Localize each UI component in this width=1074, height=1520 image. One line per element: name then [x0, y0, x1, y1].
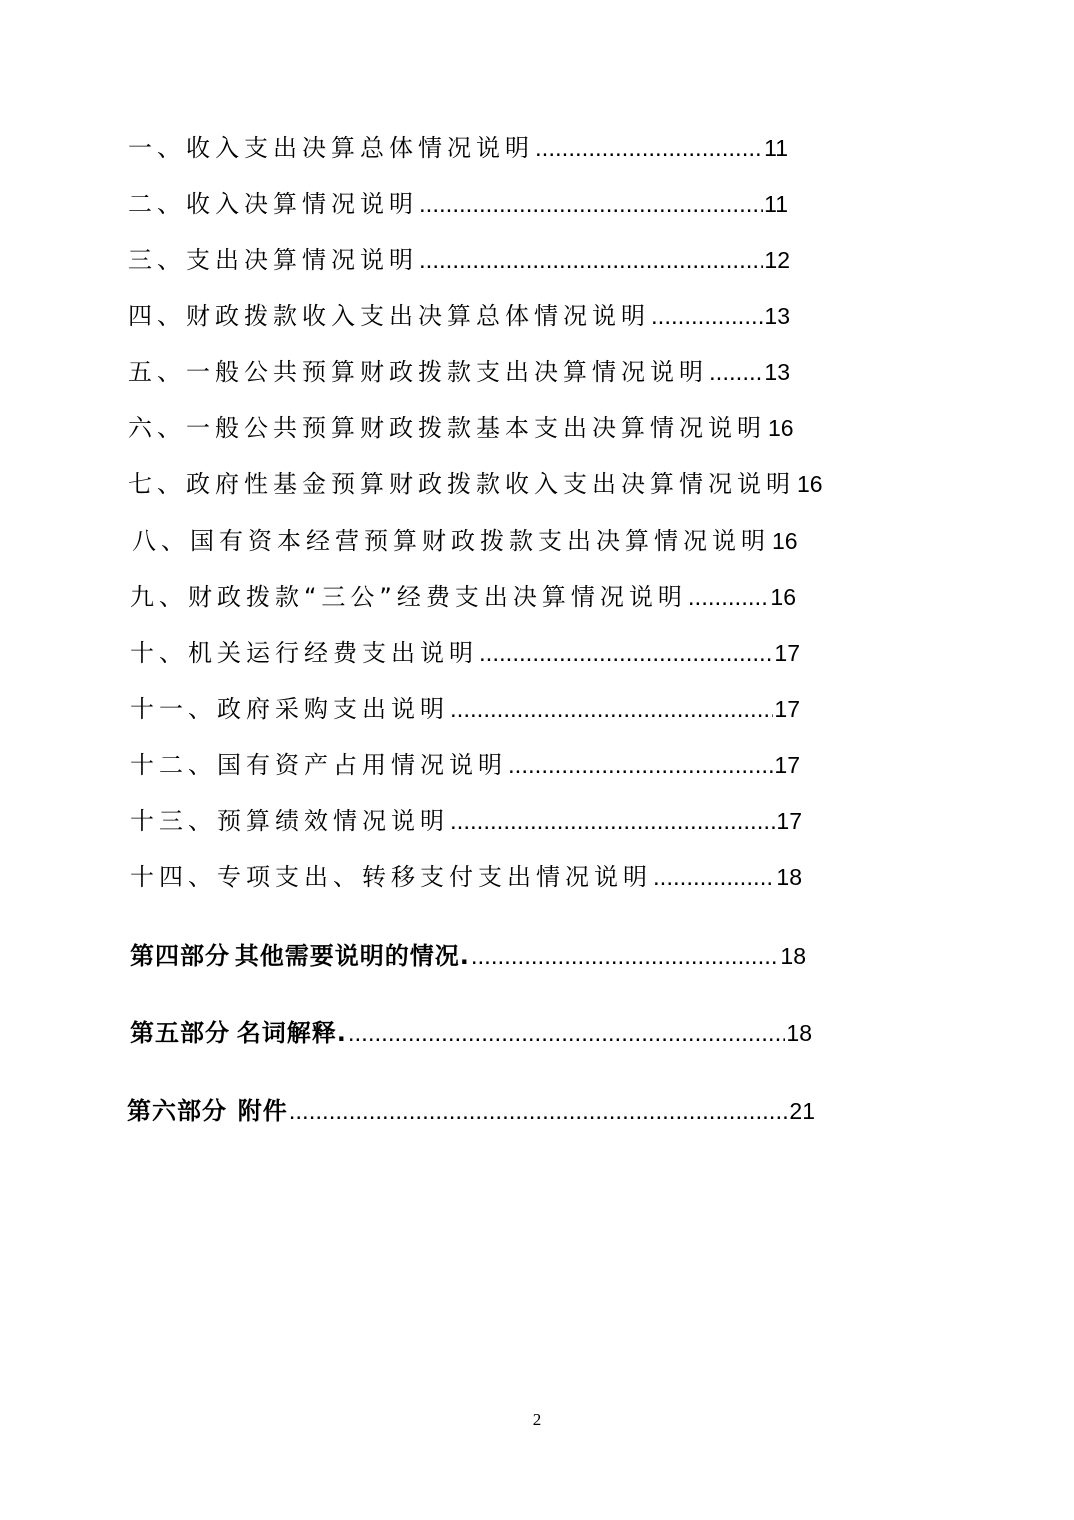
toc-leader-dots: [289, 1097, 789, 1127]
toc-entry-section-10[interactable]: [130, 638, 800, 669]
toc-leader-dots: [450, 695, 773, 725]
toc-entry-section-6[interactable]: [128, 413, 794, 444]
toc-entry-title: 二、收入决算情况说明: [128, 190, 418, 218]
toc-entry-section-12[interactable]: [130, 750, 800, 781]
toc-leader-dots: [479, 639, 773, 669]
toc-page-number: 16: [797, 471, 823, 497]
toc-page-number: 18: [776, 864, 802, 890]
toc-page-number: 13: [764, 359, 790, 385]
toc-page-number: 16: [768, 415, 794, 441]
toc-page-number: 17: [774, 752, 800, 778]
toc-page-number: 11: [764, 191, 788, 217]
toc-entry-section-1[interactable]: [128, 133, 788, 164]
toc-entry-title: 十二、国有资产占用情况说明: [130, 751, 507, 779]
toc-entry-part-4[interactable]: [130, 941, 806, 972]
toc-entry-section-2[interactable]: [128, 189, 788, 220]
toc-page-number: 11: [764, 135, 788, 161]
toc-leader-dots: [419, 246, 763, 276]
toc-entry-section-11[interactable]: [130, 694, 800, 725]
toc-entry-section-9[interactable]: [130, 582, 796, 613]
page-number: 2: [532, 1410, 542, 1429]
toc-entry-title: 八、国有资本经营预算财政拨款支出决算情况说明: [132, 527, 770, 555]
toc-leader-dots: [535, 134, 763, 164]
toc-page-number: 16: [770, 584, 796, 610]
toc-part-title: 名词解释.: [236, 1019, 347, 1047]
toc-page-number: 13: [764, 303, 790, 329]
toc-entry-title: 十、机关运行经费支出说明: [130, 639, 478, 667]
toc-page-number: 16: [772, 528, 798, 554]
toc-page-number: 18: [780, 943, 806, 969]
toc-entry-part-6[interactable]: [127, 1096, 815, 1127]
toc-page-number: 17: [774, 640, 800, 666]
toc-entry-section-8[interactable]: [132, 526, 798, 557]
toc-leader-dots: [709, 358, 763, 388]
toc-entry-title: 四、财政拨款收入支出决算总体情况说明: [128, 302, 650, 330]
toc-entry-section-5[interactable]: [128, 357, 790, 388]
toc-entry-title: 十三、预算绩效情况说明: [130, 807, 449, 835]
toc-leader-dots: [653, 863, 775, 893]
toc-leader-dots: [450, 807, 775, 837]
toc-part-label: 第五部分: [130, 1019, 230, 1047]
toc-page-number: 18: [786, 1020, 812, 1046]
toc-entry-title: 七、政府性基金预算财政拨款收入支出决算情况说明: [128, 470, 795, 498]
toc-part-title: 其他需要说明的情况.: [234, 942, 470, 970]
toc-entry-title: 九、财政拨款“三公”经费支出决算情况说明: [130, 583, 687, 611]
toc-leader-dots: [419, 190, 763, 220]
toc-entry-title: 十四、专项支出、转移支付支出情况说明: [130, 863, 652, 891]
toc-leader-dots: [471, 942, 780, 972]
toc-entry-title: 一、收入支出决算总体情况说明: [128, 134, 534, 162]
toc-leader-dots: [651, 302, 763, 332]
toc-part-label: 第四部分: [130, 942, 230, 970]
toc-page-number: 17: [774, 696, 800, 722]
toc-entry-title: 五、一般公共预算财政拨款支出决算情况说明: [128, 358, 708, 386]
toc-leader-dots: [688, 583, 770, 613]
toc-entry-section-3[interactable]: [128, 245, 790, 276]
toc-part-title: 附件: [237, 1097, 288, 1125]
toc-entry-title: 十一、政府采购支出说明: [130, 695, 449, 723]
toc-page-number: 17: [776, 808, 802, 834]
toc-leader-dots: [348, 1019, 786, 1049]
toc-entry-title: 三、支出决算情况说明: [128, 246, 418, 274]
toc-entry-section-4[interactable]: [128, 301, 790, 332]
toc-page-number: 12: [764, 247, 790, 273]
toc-part-label: 第六部分: [127, 1097, 227, 1125]
toc-entry-part-5[interactable]: [130, 1018, 812, 1049]
toc-entry-section-7[interactable]: [128, 469, 823, 500]
toc-leader-dots: [508, 751, 773, 781]
toc-entry-title: 六、一般公共预算财政拨款基本支出决算情况说明: [128, 414, 766, 442]
toc-page-number: 21: [789, 1098, 815, 1124]
toc-entry-section-14[interactable]: [130, 862, 802, 893]
toc-entry-section-13[interactable]: [130, 806, 802, 837]
